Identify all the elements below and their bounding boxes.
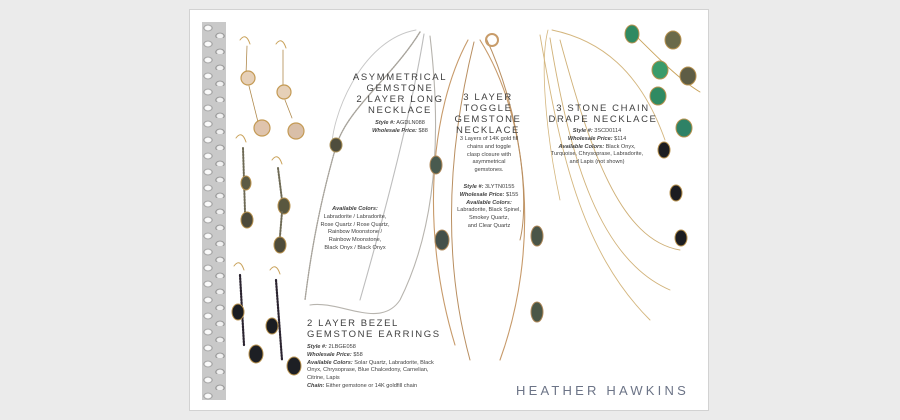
- style-number: AGDLN088: [396, 120, 425, 126]
- style-number: 2LBGE058: [328, 344, 356, 350]
- colors-label: Available Colors:: [558, 143, 605, 150]
- color-line: Solar Quartz, Labradorite, Black: [354, 359, 434, 366]
- desc-line: asymmetrical: [472, 159, 506, 166]
- asym-title-line: GEMSTONE: [366, 82, 434, 94]
- chain-text: Either gemstone or 14K goldfill chain: [325, 383, 418, 390]
- toggle-title-line: GEMSTONE: [454, 113, 522, 125]
- toggle-title-line: 3 LAYER: [463, 92, 513, 103]
- color-line: Rainbow Moonstone /: [327, 229, 383, 236]
- color-line: Black Onyx / Black Onyx: [324, 245, 386, 252]
- earrings-details: [307, 344, 467, 391]
- price-label: Wholesale Price:: [459, 191, 505, 198]
- color-line: Rainbow Moonstone,: [328, 237, 382, 244]
- price-label: Wholesale Price:: [307, 351, 352, 358]
- style-number: 3SCD0114: [594, 128, 622, 134]
- chain-label: Chain:: [307, 383, 325, 390]
- wholesale-price: $88: [418, 127, 428, 134]
- price-label: Wholesale Price:: [567, 135, 613, 142]
- toggle-title-line: TOGGLE: [463, 102, 513, 114]
- asym-title: [345, 73, 455, 117]
- desc-line: gemstones.: [474, 167, 504, 174]
- earrings-title-line: GEMSTONE EARRINGS: [307, 328, 441, 340]
- color-line: Turquoise, Chrysoprase, Labradorite,: [550, 151, 644, 158]
- colors-label: Available Colors:: [466, 199, 512, 206]
- asym-colors: [305, 206, 405, 253]
- wholesale-price: $155: [505, 191, 519, 198]
- style-label: Style #:: [375, 120, 396, 126]
- toggle-title-line: NECKLACE: [455, 124, 520, 136]
- asym-title-line: 2 LAYER LONG: [356, 93, 444, 105]
- colors-label: Available Colors:: [332, 206, 378, 212]
- color-line: Onyx, Chrysoprase, Blue Chalcedony, Carnelian,: [307, 367, 429, 374]
- style-label: Style #:: [572, 128, 593, 134]
- asym-details: [350, 120, 450, 136]
- wholesale-price: $114: [614, 135, 627, 142]
- drape-title-line: 3 STONE CHAIN: [556, 103, 650, 114]
- desc-line: 3 Layers of 14K gold fill: [459, 136, 519, 142]
- toggle-details: [444, 184, 534, 231]
- wholesale-price: $58: [353, 351, 363, 358]
- color-line: Citrine, Lapis: [307, 375, 340, 382]
- earrings-title: [307, 319, 457, 341]
- color-line: and Lapis (not shown): [569, 159, 625, 166]
- desc-line: chains and toggle: [467, 143, 511, 150]
- brand-logo: HEATHER HAWKINS: [516, 383, 689, 398]
- colors-label: Available Colors:: [307, 359, 353, 366]
- color-line: Labradorite, Black Spinel,: [457, 207, 521, 214]
- style-number: 3LYTN0155: [485, 184, 515, 190]
- color-line: Labradorite / Labradorite,: [323, 213, 387, 220]
- drape-title: [547, 104, 659, 126]
- asym-title-line: ASYMMETRICAL: [352, 72, 448, 83]
- drape-title-line: DRAPE NECKLACE: [548, 113, 658, 125]
- desc-line: clasp closure with: [466, 151, 512, 158]
- color-line: Black Onyx,: [605, 143, 636, 150]
- style-label: Style #:: [463, 184, 484, 190]
- color-line: Smokey Quartz,: [468, 215, 510, 222]
- toggle-title: [452, 93, 524, 137]
- toggle-description: [450, 136, 528, 175]
- style-label: Style #:: [307, 344, 327, 350]
- color-line: Rose Quartz / Rose Quartz,: [320, 221, 390, 228]
- color-line: and Clear Quartz: [467, 223, 511, 230]
- price-label: Wholesale Price:: [372, 127, 417, 134]
- earrings-title-line: 2 LAYER BEZEL: [307, 318, 399, 329]
- asym-title-line: NECKLACE: [367, 104, 432, 116]
- drape-details: [540, 128, 654, 167]
